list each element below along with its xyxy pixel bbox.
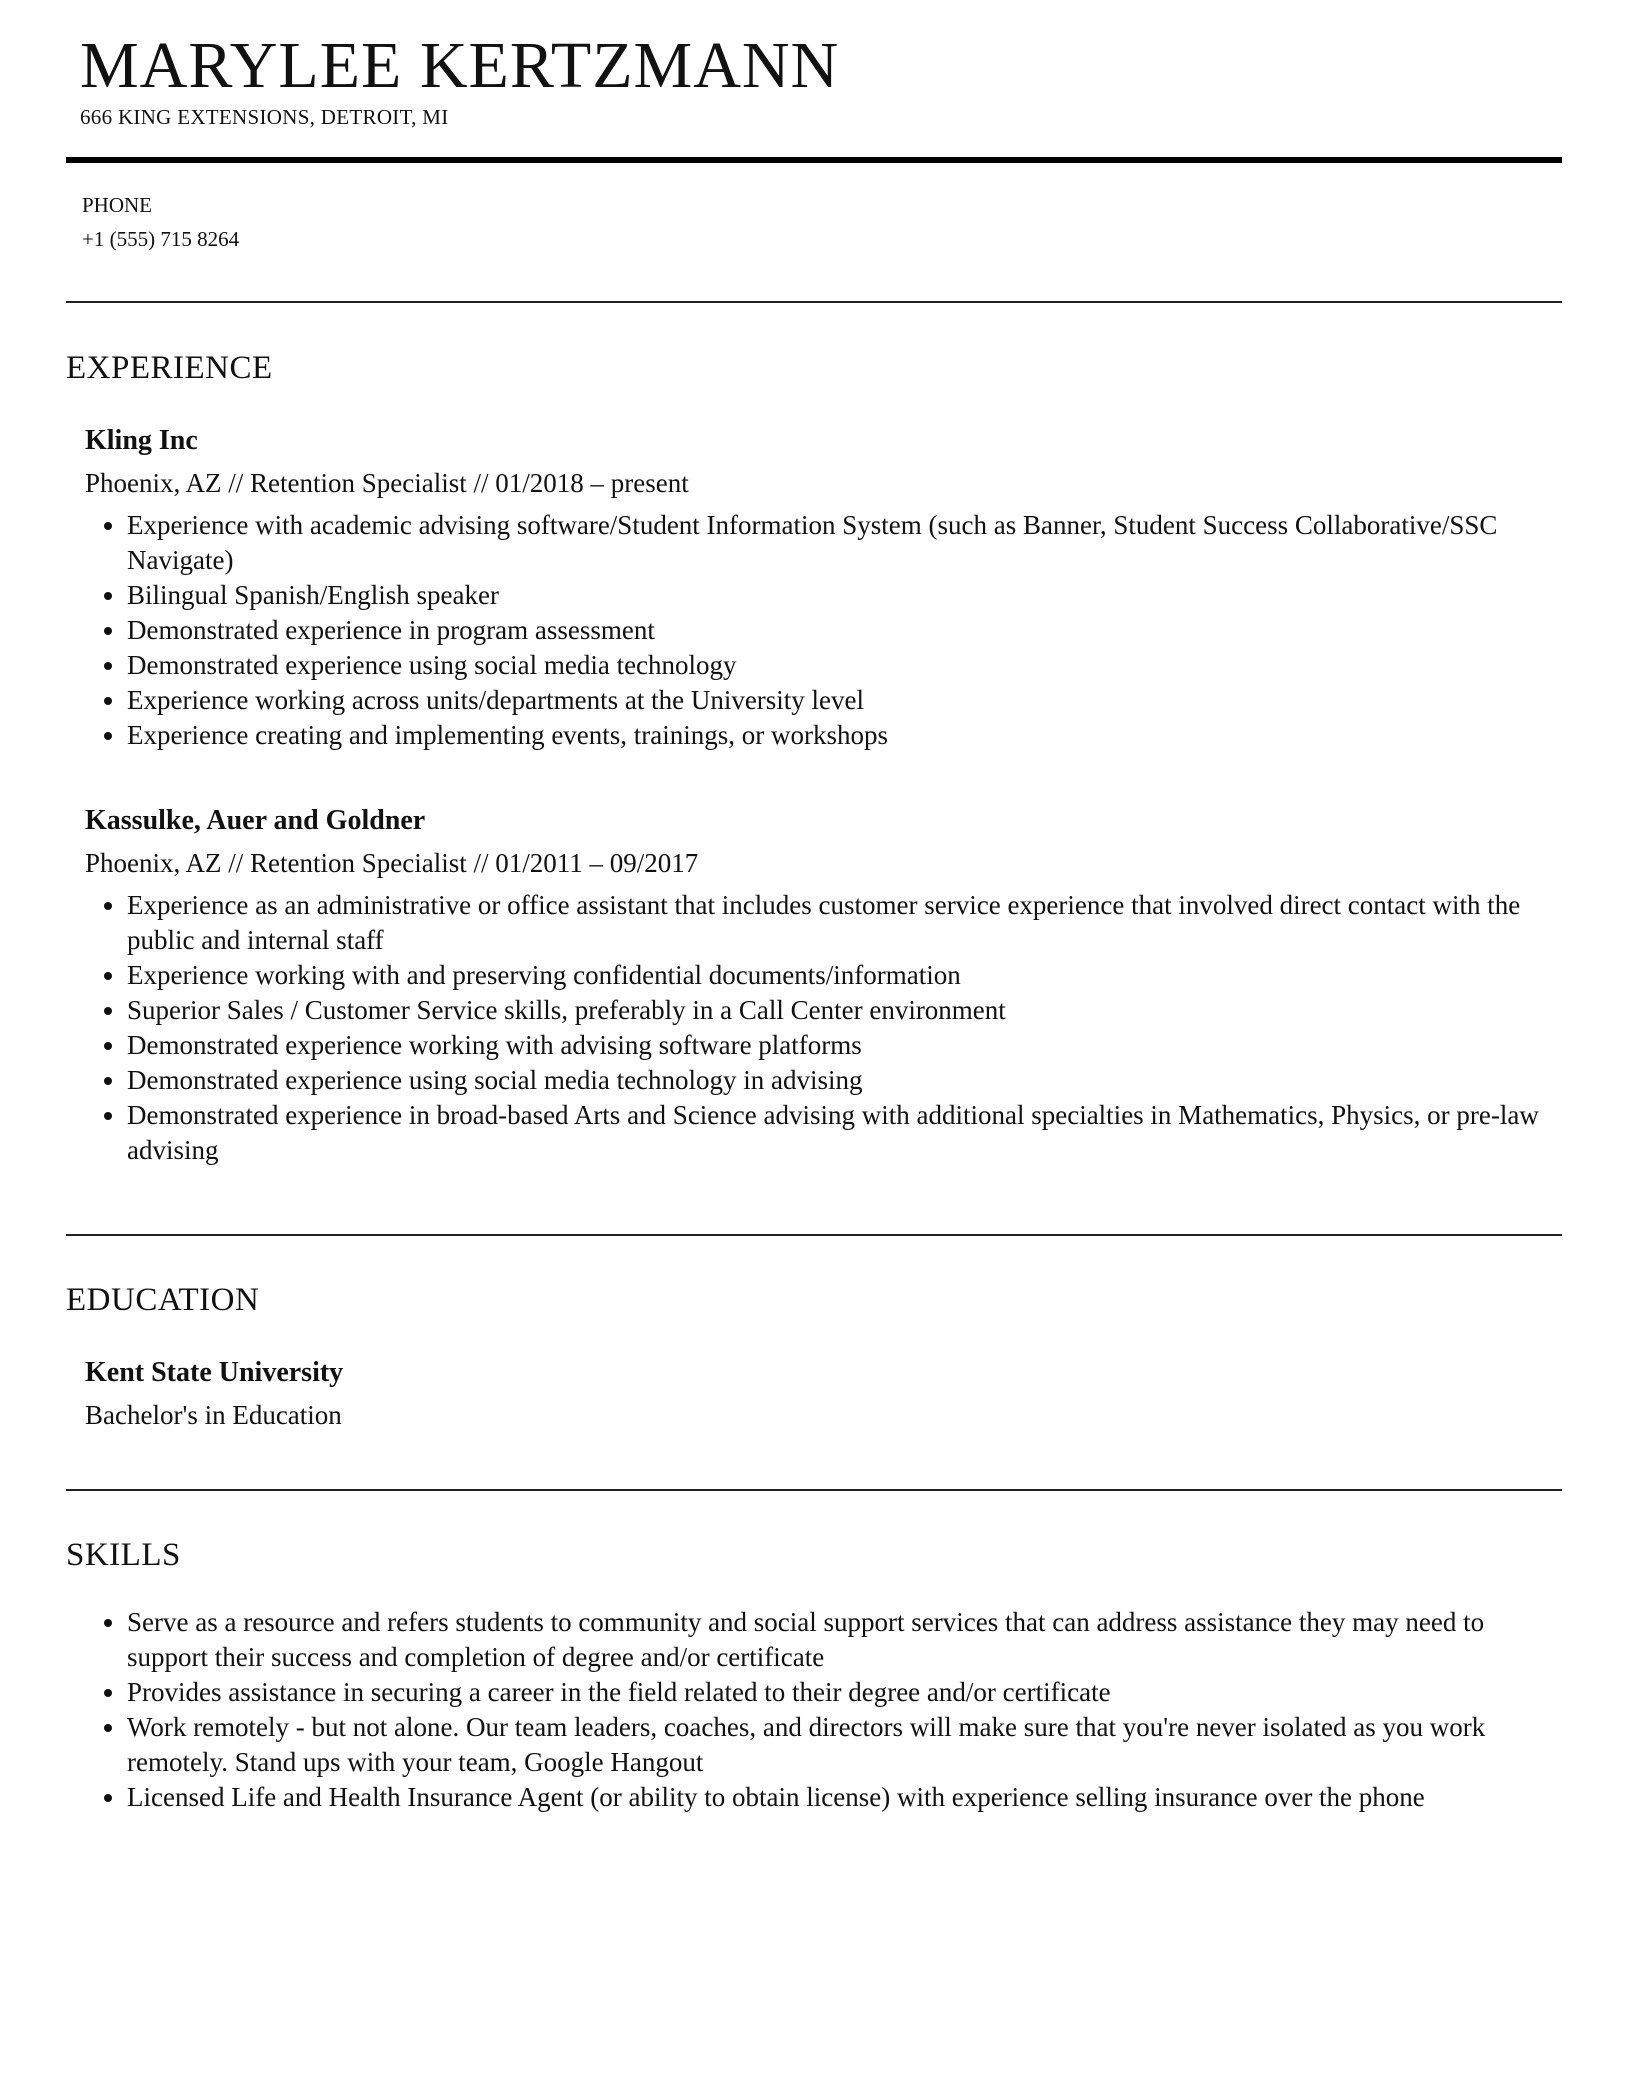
phone-label: PHONE [82, 193, 153, 217]
job-bullet-list [85, 508, 1565, 753]
list-item: • Demonstrated experience in broad-based Arts and Science advising with additional specialties in Mathematics, Physics, or pre-law advising [127, 1098, 1565, 1168]
list-item: • Experience creating and implementing events, trainings, or workshops [127, 718, 1565, 753]
list-item: • Serve as a resource and refers students to community and social support services that can address assistance they may need to support their success and completion of degree and/or certificate [127, 1605, 1565, 1675]
list-item: • Work remotely - but not alone. Our team leaders, coaches, and directors will make sure that you're never isolated as you work remotely. Stand ups with your team, Google Hangout [127, 1710, 1565, 1780]
candidate-name: MARYLEE KERTZMANN [80, 29, 840, 102]
list-item: • Superior Sales / Customer Service skills, preferably in a Call Center environment [127, 993, 1565, 1028]
education-section-title: EDUCATION [66, 1282, 260, 1318]
list-item: • Experience working across units/departments at the University level [127, 683, 1565, 718]
experience-divider [66, 1234, 1562, 1236]
list-item: • Demonstrated experience using social media technology in advising [127, 1063, 1565, 1098]
list-item: • Bilingual Spanish/English speaker [127, 578, 1565, 613]
experience-entry-1 [85, 424, 1565, 753]
list-item: • Experience working with and preserving confidential documents/information [127, 958, 1565, 993]
company-name: Kassulke, Auer and Goldner [85, 805, 426, 836]
job-meta: Phoenix, AZ // Retention Specialist // 01/2011 – 09/2017 [85, 848, 699, 878]
experience-entry-2 [85, 804, 1565, 1168]
list-item: • Licensed Life and Health Insurance Agent (or ability to obtain license) with experience selling insurance over the phone [127, 1780, 1565, 1815]
list-item: • Demonstrated experience working with advising software platforms [127, 1028, 1565, 1063]
list-item: • Demonstrated experience in program assessment [127, 613, 1565, 648]
list-item: • Experience as an administrative or office assistant that includes customer service experience that involved direct contact with the public and internal staff [127, 888, 1565, 958]
phone-value: +1 (555) 715 8264 [82, 227, 240, 251]
company-name: Kling Inc [85, 425, 198, 456]
education-entry [85, 1356, 1565, 1432]
skills-block [85, 1605, 1565, 1815]
list-item: • Demonstrated experience using social media technology [127, 648, 1565, 683]
skills-section-title: SKILLS [66, 1537, 181, 1573]
list-item: • Experience with academic advising software/Student Information System (such as Banner, Student Success Collaborative/SSC Navigate) [127, 508, 1565, 578]
candidate-address: 666 KING EXTENSIONS, DETROIT, MI [80, 105, 449, 129]
contact-divider [66, 301, 1562, 303]
skills-list [85, 1605, 1565, 1815]
job-meta: Phoenix, AZ // Retention Specialist // 01/2018 – present [85, 468, 689, 498]
list-item: • Provides assistance in securing a career in the field related to their degree and/or certificate [127, 1675, 1565, 1710]
job-bullet-list [85, 888, 1565, 1168]
school-name: Kent State University [85, 1357, 344, 1388]
education-divider [66, 1489, 1562, 1491]
experience-section-title: EXPERIENCE [66, 350, 273, 386]
header-divider [66, 157, 1562, 163]
degree: Bachelor's in Education [85, 1400, 342, 1430]
